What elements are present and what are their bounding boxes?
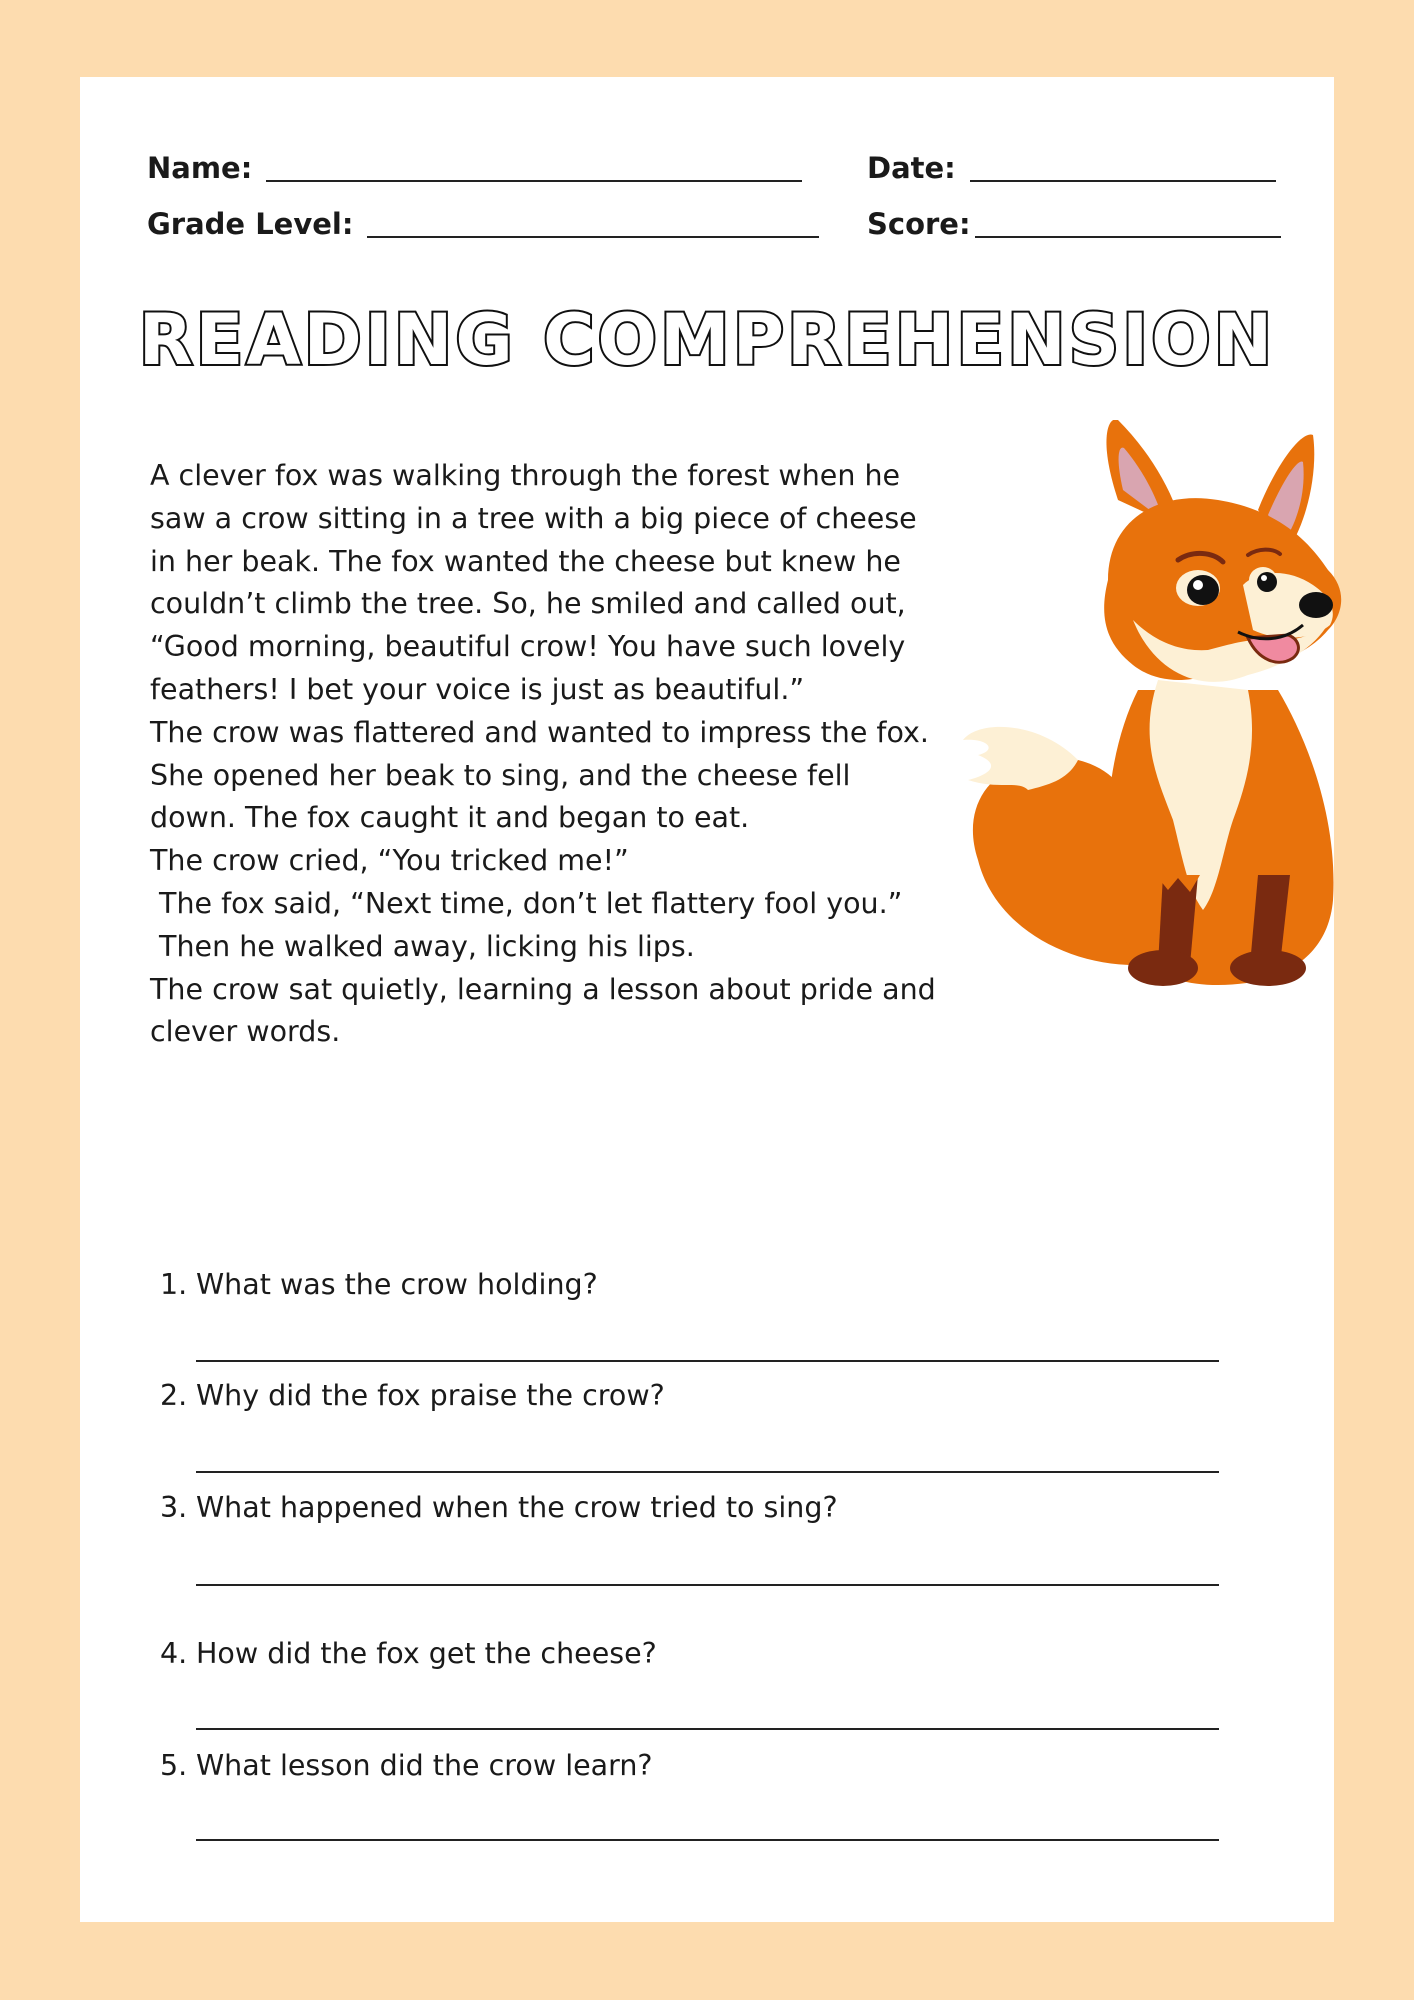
story-line: clever words. [150, 1015, 341, 1049]
question-number: 2. [160, 1379, 188, 1412]
score-field [867, 206, 1281, 242]
answer-line-4[interactable] [196, 1728, 1219, 1730]
date-label: Date: [867, 151, 956, 185]
question-text: Why did the fox praise the crow? [196, 1379, 665, 1412]
answer-line-1[interactable] [196, 1360, 1219, 1362]
score-line[interactable] [975, 236, 1281, 238]
grade-level-field [147, 206, 819, 242]
question-number: 4. [160, 1637, 188, 1670]
story-line: The crow cried, “You tricked me!” [150, 844, 629, 878]
story-line: “Good morning, beautiful crow! You have such lovely [150, 630, 906, 664]
question-text: What lesson did the crow learn? [196, 1749, 653, 1782]
answer-line-2[interactable] [196, 1471, 1219, 1473]
question-text: What was the crow holding? [196, 1268, 598, 1301]
story-line: The crow was flattered and wanted to impress the fox. [150, 715, 929, 749]
story-line: in her beak. The fox wanted the cheese but knew he [150, 544, 901, 578]
fox-illustration [958, 420, 1358, 1000]
name-label: Name: [147, 151, 253, 185]
question-text: How did the fox get the cheese? [196, 1637, 657, 1670]
page-title: READING COMPREHENSION [138, 299, 1276, 381]
grade-level-line[interactable] [367, 236, 819, 238]
story-line: The fox said, “Next time, don’t let flattery fool you.” [150, 886, 903, 920]
score-label: Score: [867, 207, 971, 241]
grade-level-label: Grade Level: [147, 207, 354, 241]
question-4 [160, 1636, 1260, 1672]
story-line: down. The fox caught it and began to eat. [150, 801, 750, 835]
question-2 [160, 1378, 1260, 1414]
story-text [150, 455, 936, 1054]
question-1 [160, 1267, 1260, 1303]
question-number: 3. [160, 1491, 188, 1524]
question-text: What happened when the crow tried to sing? [196, 1491, 838, 1524]
question-3 [160, 1490, 1260, 1526]
story-line: She opened her beak to sing, and the cheese fell [150, 758, 851, 792]
question-5 [160, 1748, 1260, 1784]
name-field [147, 150, 802, 186]
answer-line-5[interactable] [196, 1839, 1219, 1841]
name-line[interactable] [266, 180, 802, 182]
story-line: saw a crow sitting in a tree with a big piece of cheese [150, 501, 917, 535]
story-line: Then he walked away, licking his lips. [150, 929, 695, 963]
date-field [867, 150, 1276, 186]
story-line: couldn’t climb the tree. So, he smiled and called out, [150, 587, 906, 621]
question-number: 1. [160, 1268, 188, 1301]
story-line: The crow sat quietly, learning a lesson about pride and [150, 972, 936, 1006]
story-line: feathers! I bet your voice is just as beautiful.” [150, 672, 805, 706]
date-line[interactable] [970, 180, 1276, 182]
answer-line-3[interactable] [196, 1584, 1219, 1586]
question-number: 5. [160, 1749, 188, 1782]
story-line: A clever fox was walking through the forest when he [150, 459, 901, 492]
